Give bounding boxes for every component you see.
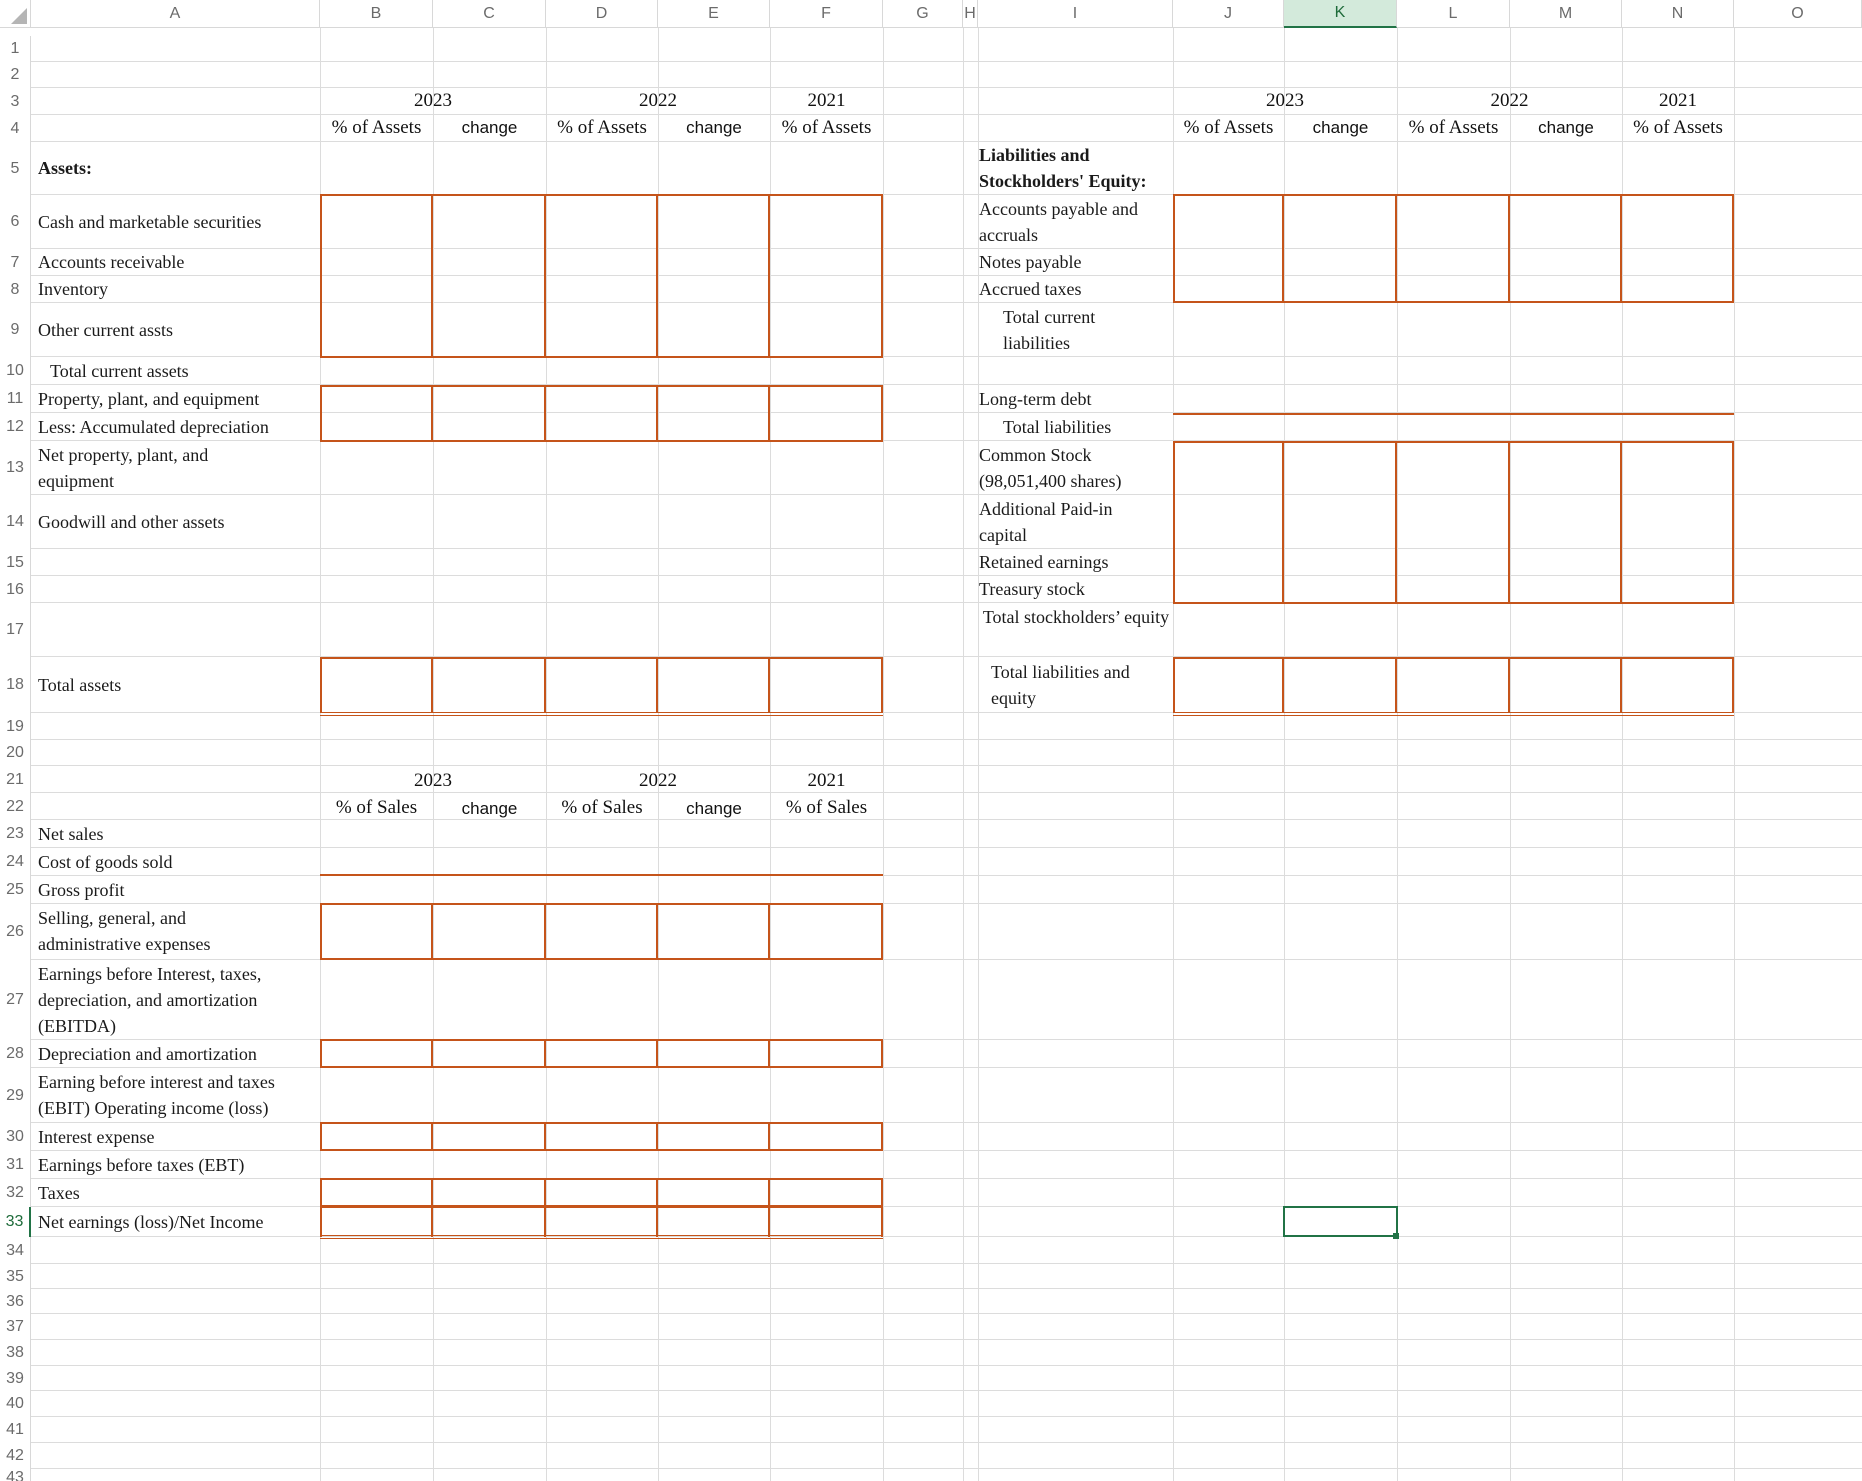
input-cell[interactable]: [320, 903, 433, 960]
row-header[interactable]: 18: [0, 657, 31, 713]
input-cell[interactable]: [656, 1122, 770, 1151]
gridline: [31, 903, 1862, 904]
change-header: change: [686, 118, 742, 137]
row-header[interactable]: 8: [0, 276, 31, 303]
fill-handle[interactable]: [1393, 1233, 1399, 1239]
input-cell[interactable]: [656, 1039, 770, 1068]
row-header[interactable]: 36: [0, 1289, 31, 1314]
total-assets-cell[interactable]: [656, 657, 770, 713]
input-cell[interactable]: [1282, 441, 1397, 604]
net-ppe-label: Net property, plant, and equipment: [38, 445, 209, 491]
year-header-2023: 2023: [1266, 90, 1304, 111]
row-header[interactable]: 11: [0, 385, 31, 413]
year-header-2022: 2022: [639, 770, 677, 791]
input-cell[interactable]: [1173, 194, 1284, 303]
row-header[interactable]: 1: [0, 36, 31, 62]
total-cell[interactable]: [1173, 657, 1284, 713]
ebt-label: Earnings before taxes (EBT): [38, 1155, 245, 1175]
col-header-L[interactable]: L: [1397, 0, 1510, 28]
payables-label: Accounts payable and accruals: [979, 199, 1138, 245]
change-header: change: [1538, 118, 1594, 137]
gridline: [31, 875, 1862, 876]
change-header: change: [686, 799, 742, 818]
pct-assets-header: % of Assets: [1408, 117, 1499, 138]
col-header-E[interactable]: E: [658, 0, 770, 28]
gridline: [31, 1039, 1862, 1040]
apic-label: Additional Paid-in capital: [979, 499, 1113, 545]
row-header[interactable]: 21: [0, 766, 31, 793]
row-header[interactable]: 23: [0, 820, 31, 848]
input-cell[interactable]: [544, 194, 658, 358]
retained-earnings-label: Retained earnings: [979, 552, 1109, 572]
total-liab-equity-label: Total liabilities and equity: [991, 662, 1130, 708]
row-header[interactable]: 20: [0, 740, 31, 766]
input-cell[interactable]: [544, 1039, 658, 1068]
row-header[interactable]: 17: [0, 603, 31, 657]
net-income-cell[interactable]: [656, 1206, 770, 1237]
input-cell[interactable]: [1173, 441, 1284, 604]
cash-label: Cash and marketable securities: [38, 212, 262, 232]
row-header[interactable]: 4: [0, 115, 31, 142]
gross-profit-label: Gross profit: [38, 880, 125, 900]
gridline: [31, 356, 1862, 357]
cogs-label: Cost of goods sold: [38, 852, 173, 872]
input-cell[interactable]: [320, 385, 433, 442]
year-header-2021: 2021: [807, 90, 846, 111]
gridline: [31, 959, 1862, 960]
col-header-N[interactable]: N: [1622, 0, 1734, 28]
input-cell[interactable]: [431, 385, 546, 442]
change-header: change: [461, 799, 518, 818]
total-assets-label: Total assets: [38, 675, 122, 695]
col-header-M[interactable]: M: [1510, 0, 1622, 28]
row-header[interactable]: 14: [0, 495, 31, 549]
row-header[interactable]: 19: [0, 713, 31, 740]
total-assets-cell[interactable]: [544, 657, 658, 713]
pct-assets-header: % of Assets: [781, 117, 872, 138]
goodwill-label: Goodwill and other assets: [38, 512, 225, 532]
input-cell[interactable]: [431, 1178, 546, 1207]
receivable-label: Accounts receivable: [38, 252, 185, 272]
input-cell[interactable]: [1620, 194, 1734, 303]
pct-sales-header: % of Sales: [561, 797, 643, 818]
net-income-cell[interactable]: [431, 1206, 546, 1237]
col-header-O[interactable]: O: [1734, 0, 1862, 28]
col-header-C[interactable]: C: [433, 0, 546, 28]
input-cell[interactable]: [768, 194, 883, 358]
total-assets-cell[interactable]: [431, 657, 546, 713]
total-cell[interactable]: [1508, 657, 1622, 713]
row-header[interactable]: 6: [0, 195, 31, 249]
col-header-D[interactable]: D: [546, 0, 658, 28]
row-header[interactable]: 34: [0, 1237, 31, 1264]
treasury-stock-label: Treasury stock: [979, 579, 1085, 599]
taxes-label: Taxes: [38, 1183, 80, 1203]
total-assets-cell[interactable]: [320, 657, 433, 713]
total-cell[interactable]: [1282, 657, 1397, 713]
assets-heading: Assets:: [38, 158, 92, 178]
pct-sales-header: % of Sales: [785, 797, 868, 818]
input-cell[interactable]: [431, 903, 546, 960]
gridline: [31, 1288, 1862, 1289]
col-header-H[interactable]: H: [963, 0, 978, 28]
gridline: [31, 61, 1862, 62]
net-earnings-label: Net earnings (loss)/Net Income: [38, 1212, 264, 1232]
row-header[interactable]: 9: [0, 303, 31, 357]
input-cell[interactable]: [544, 903, 658, 960]
gridline: [31, 792, 1862, 793]
year-header-2022: 2022: [1490, 90, 1529, 111]
col-header-B[interactable]: B: [320, 0, 433, 28]
input-cell[interactable]: [1395, 194, 1510, 303]
row-header[interactable]: 15: [0, 549, 31, 576]
active-cell-K33[interactable]: [1283, 1206, 1398, 1237]
double-underline: [1173, 712, 1734, 716]
gridline: [31, 1206, 1862, 1207]
gridline: [31, 141, 1862, 142]
net-income-cell[interactable]: [320, 1206, 433, 1237]
gridline: [31, 384, 1862, 385]
double-underline: [320, 1235, 883, 1239]
col-header-G[interactable]: G: [883, 0, 963, 28]
col-header-J[interactable]: J: [1173, 0, 1284, 28]
total-cell[interactable]: [1620, 657, 1734, 713]
ebitda-label: Earnings before Interest, taxes, depreciation, and amortization (EBITDA): [38, 964, 262, 1036]
input-cell[interactable]: [1508, 441, 1622, 604]
row-header[interactable]: 40: [0, 1391, 31, 1417]
gridline: [31, 1390, 1862, 1391]
pct-sales-header: % of Sales: [335, 797, 418, 818]
row-header[interactable]: 37: [0, 1314, 31, 1340]
row-header[interactable]: 31: [0, 1151, 31, 1179]
row-header[interactable]: 10: [0, 357, 31, 385]
pct-assets-header: % of Assets: [331, 117, 422, 138]
col-header-K[interactable]: K: [1284, 0, 1397, 28]
row-header[interactable]: 5: [0, 142, 31, 195]
row-header[interactable]: 35: [0, 1264, 31, 1289]
input-cell[interactable]: [1395, 441, 1510, 604]
row-header[interactable]: 32: [0, 1179, 31, 1207]
dep-amort-label: Depreciation and amortization: [38, 1044, 257, 1064]
year-header-2021: 2021: [807, 770, 846, 791]
input-cell[interactable]: [656, 194, 770, 358]
gridline: [31, 847, 1862, 848]
input-cell[interactable]: [544, 385, 658, 442]
total-liabilities-label: Total liabilities: [1003, 417, 1112, 437]
row-header[interactable]: 13: [0, 441, 31, 495]
gridline: [31, 1263, 1862, 1264]
input-cell[interactable]: [768, 1178, 883, 1207]
pct-assets-header: % of Assets: [557, 117, 647, 138]
common-stock-label: Common Stock (98,051,400 shares): [979, 445, 1122, 491]
year-header-2023: 2023: [414, 770, 452, 791]
total-equity-label: Total stockholders’ equity: [982, 607, 1170, 627]
row-header[interactable]: 2: [0, 62, 31, 88]
net-sales-label: Net sales: [38, 824, 104, 844]
pct-assets-header: % of Assets: [1633, 117, 1723, 138]
input-cell[interactable]: [768, 903, 883, 960]
pct-assets-header: % of Assets: [1183, 117, 1274, 138]
input-cell[interactable]: [431, 1039, 546, 1068]
row-header[interactable]: 41: [0, 1417, 31, 1443]
input-cell[interactable]: [320, 1039, 433, 1068]
change-header: change: [461, 118, 518, 137]
row-header[interactable]: 7: [0, 249, 31, 276]
gridline: [31, 1236, 1862, 1237]
gridline: [31, 739, 1862, 740]
year-header-2022: 2022: [639, 90, 677, 111]
interest-expense-label: Interest expense: [38, 1127, 155, 1147]
row-header[interactable]: 26: [0, 904, 31, 960]
input-cell[interactable]: [768, 1039, 883, 1068]
gridline: [31, 819, 1862, 820]
input-cell[interactable]: [431, 194, 546, 358]
total-assets-cell[interactable]: [768, 657, 883, 713]
change-header: change: [1312, 118, 1369, 137]
total-current-assets-label: Total current assets: [50, 361, 189, 381]
net-income-cell[interactable]: [768, 1206, 883, 1237]
gridline: [31, 1339, 1862, 1340]
row-header[interactable]: 12: [0, 413, 31, 441]
year-header-2021: 2021: [1659, 90, 1697, 111]
row-header[interactable]: 29: [0, 1068, 31, 1123]
input-cell[interactable]: [768, 1122, 883, 1151]
gridline: [31, 1416, 1862, 1417]
input-cell[interactable]: [544, 1122, 658, 1151]
row-header[interactable]: 16: [0, 576, 31, 603]
gridline: [31, 1122, 1862, 1123]
input-cell[interactable]: [656, 1178, 770, 1207]
gridline: [31, 1468, 1862, 1469]
input-cell[interactable]: [1620, 441, 1734, 604]
input-cell[interactable]: [1508, 194, 1622, 303]
gridline: [31, 1067, 1862, 1068]
accrued-taxes-label: Accrued taxes: [979, 279, 1082, 299]
input-cell[interactable]: [431, 1122, 546, 1151]
row-header[interactable]: 27: [0, 960, 31, 1040]
sga-label: Selling, general, and administrative expenses: [38, 908, 211, 954]
input-cell[interactable]: [656, 385, 770, 442]
select-all-icon: [11, 8, 27, 24]
accum-dep-label: Less: Accumulated depreciation: [38, 417, 269, 437]
row-header[interactable]: 33: [0, 1207, 31, 1237]
col-header-I[interactable]: I: [978, 0, 1173, 28]
total-cell[interactable]: [1395, 657, 1510, 713]
notes-payable-label: Notes payable: [979, 252, 1082, 272]
input-cell[interactable]: [768, 385, 883, 442]
ebit-label: Earning before interest and taxes (EBIT) Operating income (loss): [38, 1072, 275, 1118]
ppe-label: Property, plant, and equipment: [38, 389, 260, 409]
inventory-label: Inventory: [38, 279, 108, 299]
gridline: [31, 1442, 1862, 1443]
row-header[interactable]: 30: [0, 1123, 31, 1151]
row-header[interactable]: 24: [0, 848, 31, 876]
row-header[interactable]: 25: [0, 876, 31, 904]
input-cell[interactable]: [544, 1178, 658, 1207]
gridline: [31, 1313, 1862, 1314]
row-header[interactable]: 39: [0, 1366, 31, 1391]
gridline: [31, 1150, 1862, 1151]
underline: [320, 874, 883, 876]
other-current-label: Other current assts: [38, 320, 173, 340]
long-term-debt-label: Long-term debt: [979, 389, 1092, 409]
col-header-A[interactable]: A: [31, 0, 320, 28]
row-header[interactable]: 38: [0, 1340, 31, 1366]
row-header[interactable]: 22: [0, 793, 31, 820]
net-income-cell[interactable]: [544, 1206, 658, 1237]
input-cell[interactable]: [1282, 194, 1397, 303]
double-underline: [320, 712, 883, 716]
row-header[interactable]: 28: [0, 1040, 31, 1068]
year-header-2023: 2023: [414, 90, 452, 111]
row-header[interactable]: 43: [0, 1469, 31, 1481]
row-header[interactable]: 42: [0, 1443, 31, 1469]
gridline: [31, 1178, 1862, 1179]
liabilities-equity-heading: Liabilities and Stockholders' Equity:: [979, 145, 1147, 191]
total-current-liabilities-label: Total current liabilities: [1003, 307, 1096, 353]
input-cell[interactable]: [320, 1178, 433, 1207]
input-cell[interactable]: [656, 903, 770, 960]
gridline: [31, 1365, 1862, 1366]
gridline: [31, 765, 1862, 766]
col-header-F[interactable]: F: [770, 0, 883, 28]
select-all-corner[interactable]: [0, 0, 31, 28]
underline: [1173, 413, 1734, 415]
row-header[interactable]: 3: [0, 88, 31, 115]
input-cell[interactable]: [320, 194, 433, 358]
input-cell[interactable]: [320, 1122, 433, 1151]
